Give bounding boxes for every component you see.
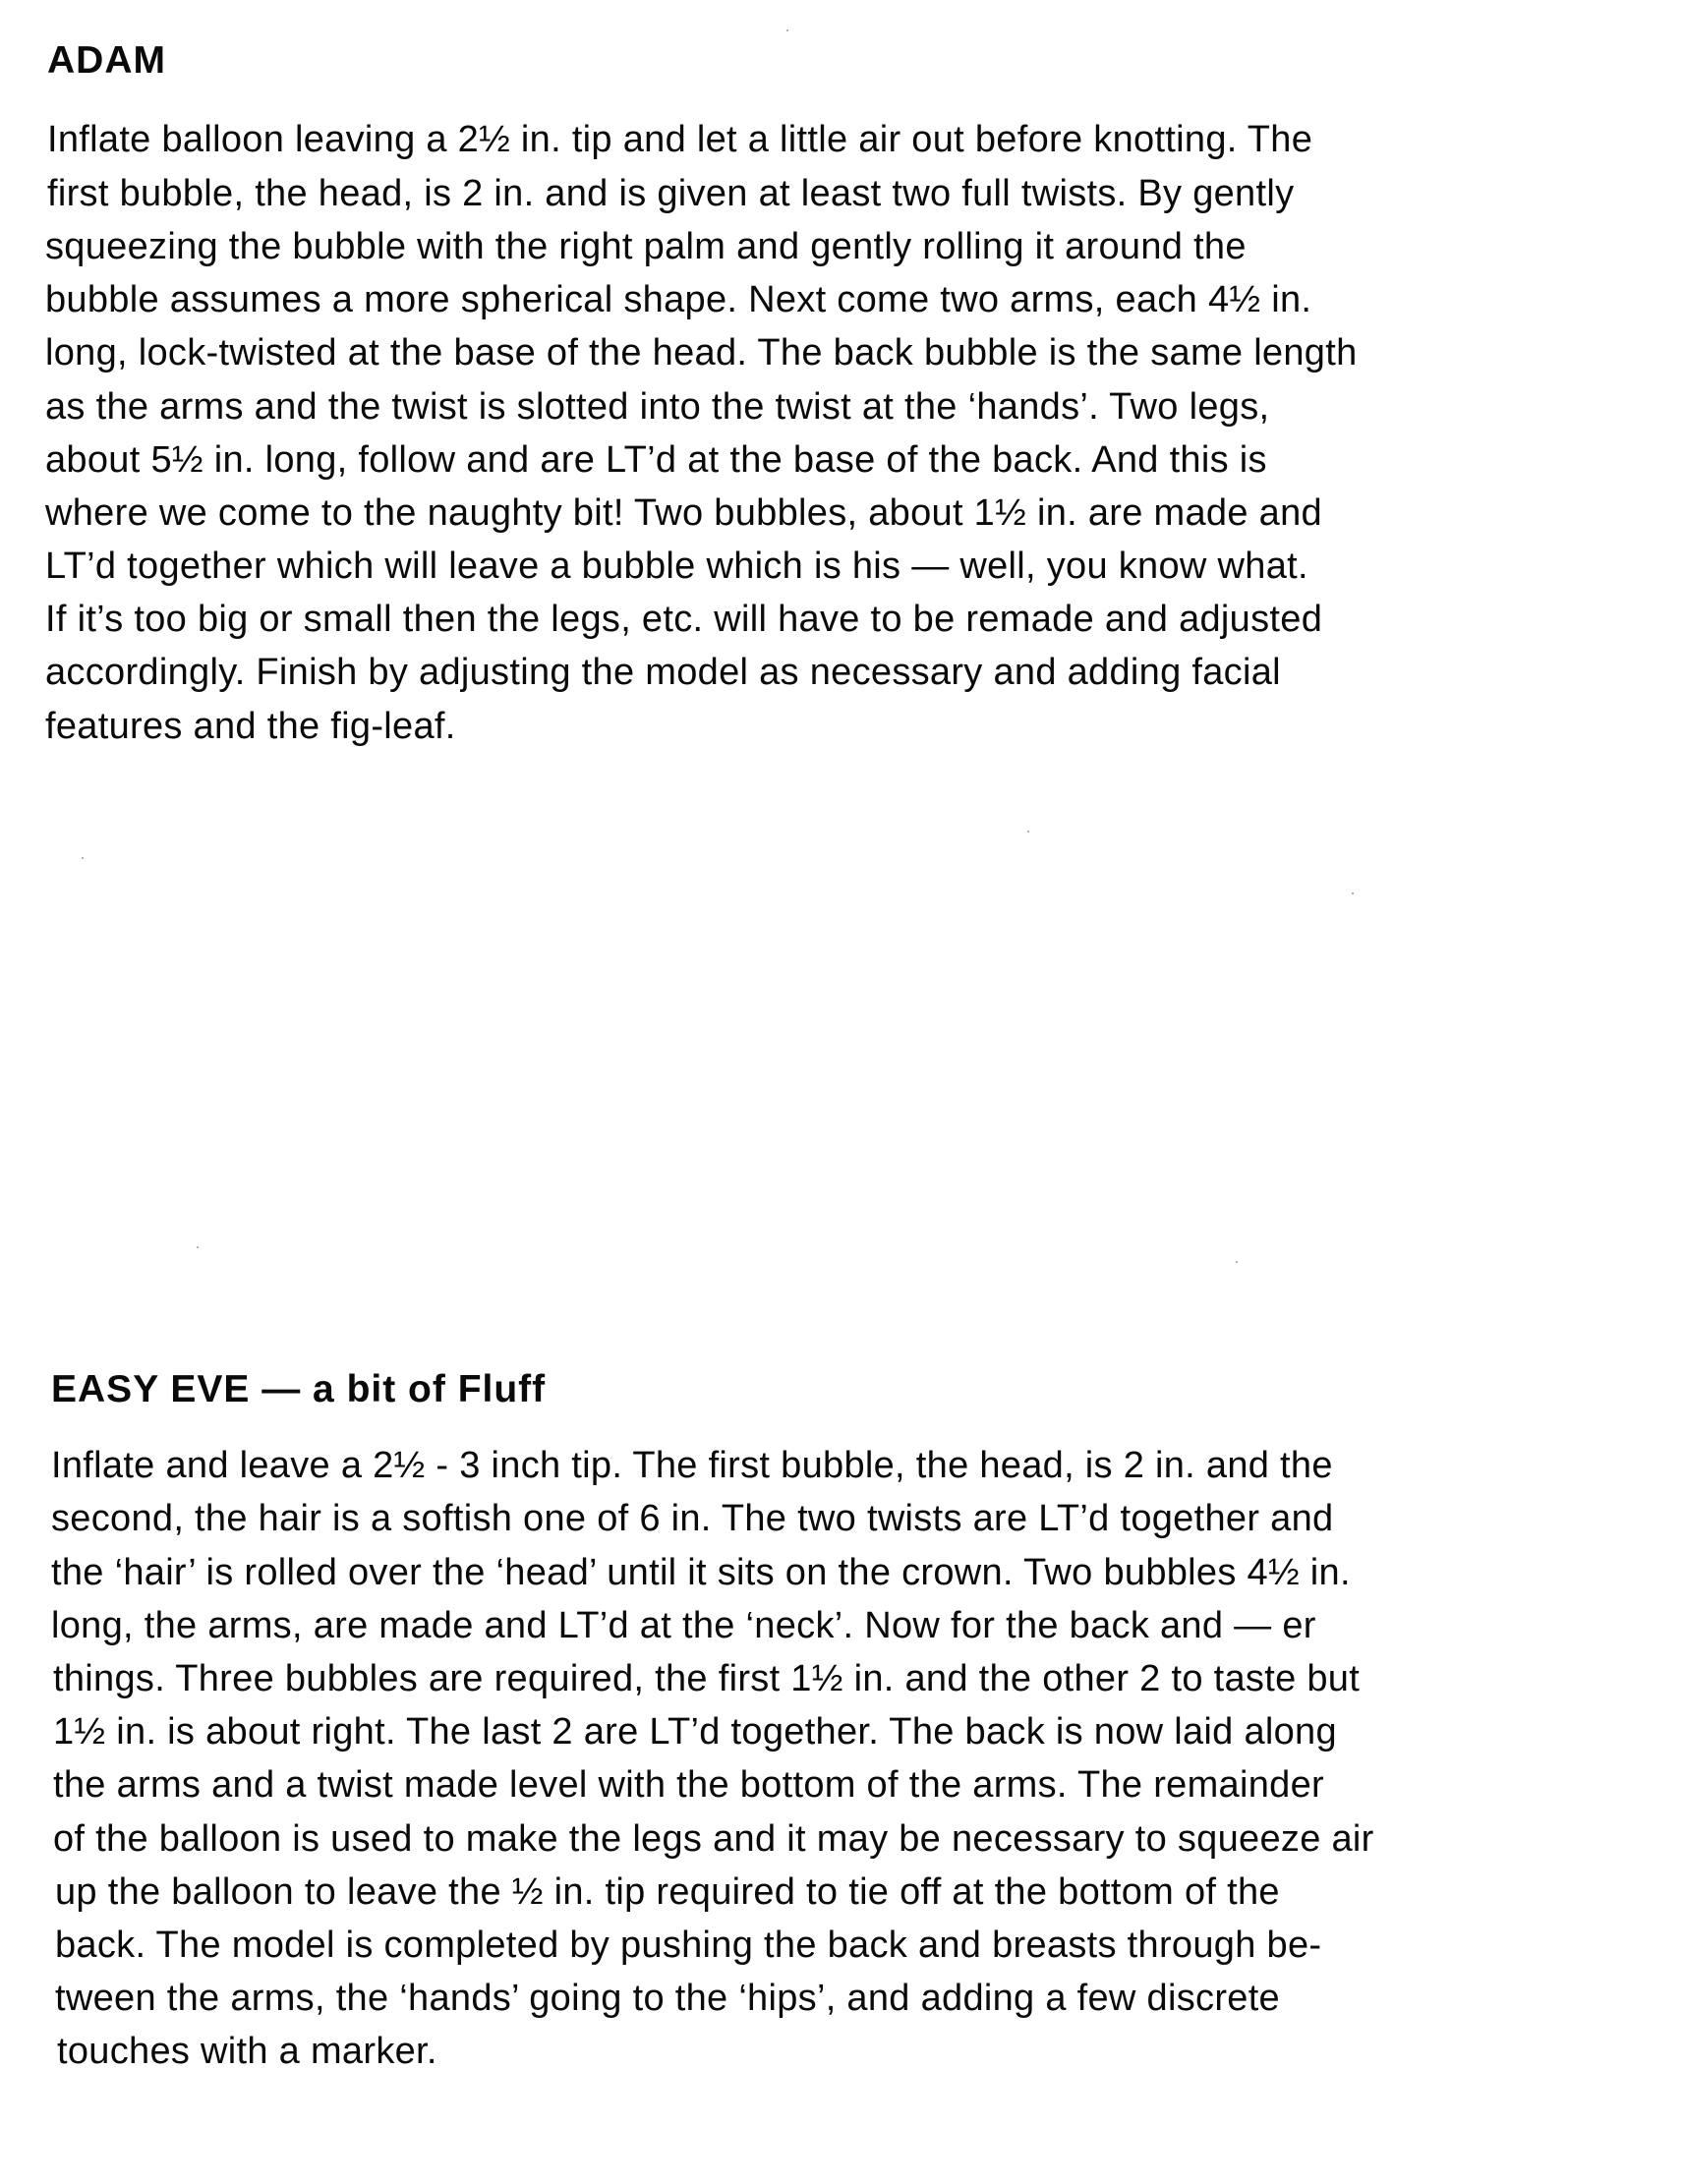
adam-line-2: first bubble, the head, is 2 in. and is given at least two full twists. By gently bbox=[47, 173, 1295, 214]
adam-heading: ADAM bbox=[47, 39, 166, 82]
eve-line-9: up the balloon to leave the ½ in. tip required to tie off at the bottom of the bbox=[55, 1871, 1280, 1913]
eve-heading: EASY EVE — a bit of Fluff bbox=[51, 1368, 547, 1410]
scan-speck bbox=[82, 857, 84, 859]
adam-line-7: about 5½ in. long, follow and are LT’d at the base of the back. And this is bbox=[45, 439, 1267, 481]
scan-speck bbox=[1027, 831, 1029, 833]
eve-line-7: the arms and a twist made level with the bottom of the arms. The remainder bbox=[53, 1764, 1324, 1806]
scan-speck bbox=[1352, 892, 1354, 894]
adam-line-11: accordingly. Finish by adjusting the model as necessary and adding facial bbox=[45, 652, 1281, 693]
eve-line-2: second, the hair is a softish one of 6 in. The two twists are LT’d together and bbox=[51, 1498, 1334, 1539]
adam-line-12: features and the fig-leaf. bbox=[45, 706, 456, 747]
eve-line-4: long, the arms, are made and LT’d at the ‘neck’. Now for the back and — er bbox=[51, 1605, 1316, 1646]
adam-line-4: bubble assumes a more spherical shape. Next come two arms, each 4½ in. bbox=[45, 279, 1312, 320]
adam-line-9: LT’d together which will leave a bubble which is his — well, you know what. bbox=[45, 546, 1308, 587]
scan-speck bbox=[197, 1246, 199, 1248]
eve-line-10: back. The model is completed by pushing the back and breasts through be- bbox=[55, 1925, 1322, 1966]
eve-line-1: Inflate and leave a 2½ - 3 inch tip. The first bubble, the head, is 2 in. and the bbox=[51, 1445, 1333, 1486]
adam-line-6: as the arms and the twist is slotted into the twist at the ‘hands’. Two legs, bbox=[45, 386, 1270, 428]
eve-line-8: of the balloon is used to make the legs and it may be necessary to squeeze air bbox=[53, 1818, 1374, 1860]
adam-line-10: If it’s too big or small then the legs, etc. will have to be remade and adjusted bbox=[45, 599, 1323, 640]
adam-line-5: long, lock-twisted at the base of the head. The back bubble is the same length bbox=[45, 332, 1358, 374]
scan-speck bbox=[786, 29, 788, 31]
eve-line-3: the ‘hair’ is rolled over the ‘head’ until it sits on the crown. Two bubbles 4½ in. bbox=[51, 1552, 1351, 1593]
eve-line-6: 1½ in. is about right. The last 2 are LT’d together. The back is now laid along bbox=[53, 1711, 1337, 1753]
eve-line-12: touches with a marker. bbox=[57, 2031, 437, 2072]
adam-line-1: Inflate balloon leaving a 2½ in. tip and let a little air out before knotting. The bbox=[47, 119, 1313, 160]
eve-line-11: tween the arms, the ‘hands’ going to the ‘hips’, and adding a few discrete bbox=[55, 1978, 1280, 2019]
eve-line-5: things. Three bubbles are required, the first 1½ in. and the other 2 to taste but bbox=[53, 1658, 1361, 1699]
adam-line-8: where we come to the naughty bit! Two bubbles, about 1½ in. are made and bbox=[45, 492, 1322, 534]
adam-line-3: squeezing the bubble with the right palm and gently rolling it around the bbox=[45, 226, 1247, 267]
scan-speck bbox=[1236, 1261, 1238, 1263]
